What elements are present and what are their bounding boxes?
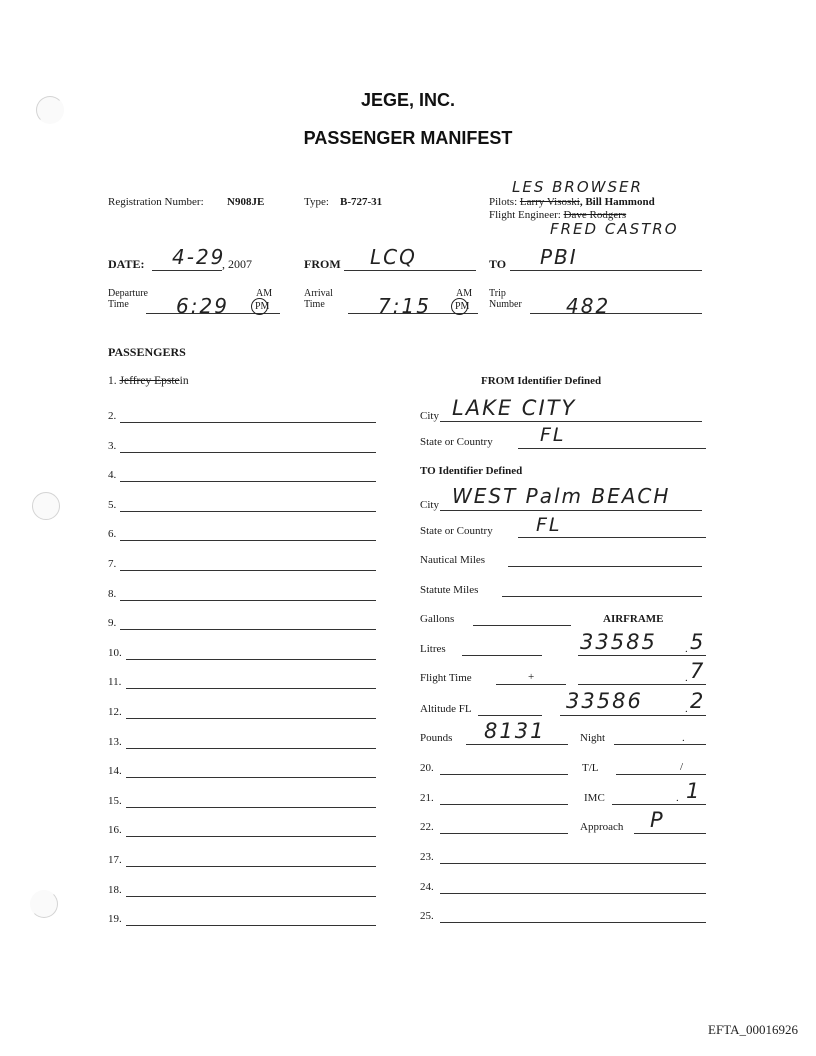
passenger-row-line [126,688,376,689]
approach-line [634,833,706,834]
row-20-number: 20. [420,762,434,774]
imc-dot: . [676,792,679,804]
row-25-line [440,922,706,923]
document-title: PASSENGER MANIFEST [303,128,513,148]
passenger-row-number: 6. [108,528,117,541]
row-25-number: 25. [420,910,434,922]
statute-miles-label: Statute Miles [420,584,479,596]
trip-line [530,313,702,314]
flight-time-line [496,684,566,685]
passenger-row-number: 18. [108,883,122,896]
tl-line [616,774,706,775]
passenger-row-line [126,925,376,926]
date-year: , 2007 [222,257,252,271]
from-city-label: City [420,410,439,422]
to-state-line [518,537,706,538]
litres-handwritten: 33585 [580,630,657,654]
row-24-line [440,893,706,894]
litres-line [462,655,542,656]
airframe-heading: AIRFRAME [603,613,664,625]
passenger-row-line [126,659,376,660]
litres-decimal-handwritten: 5 [690,630,706,654]
trip-label-1: Trip [489,288,506,299]
passenger-row-number: 2. [108,410,117,422]
engineer-handwritten: FRED CASTRO [550,220,679,238]
altitude-line [478,715,542,716]
pilot-handwritten: LES BROWSER [512,178,643,196]
imc-label: IMC [584,792,605,804]
approach-handwritten: P [650,808,665,832]
tl-slash: / [680,761,684,773]
to-state-handwritten: FL [536,514,562,536]
passenger-row-line [126,807,376,808]
arrival-pm-circle [451,298,468,315]
nautical-miles-line [508,566,702,567]
passenger-row-number: 17. [108,854,122,866]
pilot-struck: Larry Visoski [519,196,580,208]
passenger-1-struck: Jeffrey Epste [119,375,180,387]
row-22-line [440,833,568,834]
passenger-row-line [120,452,376,453]
departure-pm-circle [251,298,268,315]
night-line [614,744,706,745]
departure-label-1: Departure [108,288,148,299]
pilot-second: , Bill Hammond [579,196,655,208]
statute-miles-line [502,596,702,597]
engineer-label: Flight Engineer: [489,209,561,221]
to-city-label: City [420,499,439,511]
departure-pm: PM [255,301,270,312]
approach-label: Approach [580,821,624,833]
passenger-row-line [120,481,376,482]
pilots-line [489,196,655,208]
departure-handwritten: 6:29 [176,294,229,318]
passenger-row-number: 11. [108,676,122,689]
row-21-line [440,804,568,805]
altitude-label: Altitude FL [420,703,472,715]
date-line [152,270,222,271]
from-city-line [440,421,702,422]
row-20-line [440,774,568,775]
type-label: Type: [304,196,329,208]
arrival-label-1: Arrival [304,288,333,299]
passenger-row-line [126,718,376,719]
pilots-label: Pilots: [489,196,518,208]
passenger-row-number: 4. [108,469,117,482]
passenger-row-line [120,570,376,571]
passenger-row-line [120,422,376,423]
passenger-row-number: 9. [108,617,117,630]
pounds-label: Pounds [420,732,453,744]
passenger-row-number: 10. [108,646,122,659]
from-identifier-heading: FROM Identifier Defined [481,375,602,387]
gallons-line [473,625,571,626]
from-state-label: State or Country [420,436,493,448]
to-city-line [440,510,702,511]
passenger-row-line [126,896,376,897]
tl-label: T/L [582,762,599,774]
row-22-number: 22. [420,821,434,833]
passenger-row-number: 8. [108,587,117,600]
imc-handwritten: 1 [686,779,702,803]
altitude-handwritten: 33586 [566,689,643,713]
altitude-decimal-point: . [685,703,688,715]
passenger-row-number: 12. [108,706,122,718]
passenger-row-number: 14. [108,765,122,778]
row-23-line [440,863,706,864]
registration-label: Registration Number: [108,196,204,208]
passenger-row-line [120,540,376,541]
arrival-pm: PM [455,301,470,312]
passenger-row-line [120,511,376,512]
passenger-row-line [126,836,376,837]
passenger-row-number: 13. [108,735,122,748]
passenger-1-rest: in [179,375,189,387]
to-handwritten: PBI [540,245,578,269]
from-line [344,270,476,271]
pounds-handwritten: 8131 [484,719,546,743]
to-identifier-heading: TO Identifier Defined [420,465,523,477]
passengers-heading: PASSENGERS [108,345,186,359]
from-label: FROM [304,257,341,271]
flight-time-decimal-point: . [685,672,688,684]
arrival-label [304,288,333,310]
arrival-am: AM [456,288,473,299]
flight-time-decimal-handwritten: 7 [690,659,706,683]
date-label: DATE: [108,257,145,271]
altitude-decimal-handwritten: 2 [690,689,706,713]
to-state-label: State or Country [420,525,493,537]
from-state-handwritten: FL [540,424,566,446]
to-city-handwritten: WEST Palm BEACH [452,484,671,508]
row-23-number: 23. [420,851,434,863]
passenger-row-number: 3. [108,439,117,452]
to-line [510,270,702,271]
arrival-label-2: Time [304,299,325,310]
passenger-row-line [120,600,376,601]
passenger-row-number: 5. [108,498,117,511]
departure-label-2: Time [108,299,129,310]
passenger-row-line [120,629,376,630]
airframe-litres-line [578,655,706,656]
passenger-row-number: 16. [108,824,122,837]
flight-time-plus: + [528,671,535,683]
passenger-1 [108,375,189,387]
trip-label-2: Number [489,299,522,310]
imc-line [612,804,706,805]
passenger-row-line [126,866,376,867]
departure-label [108,288,148,310]
passenger-1-number: 1. [108,375,117,387]
flight-time-label: Flight Time [420,672,472,684]
from-city-handwritten: LAKE CITY [452,396,577,420]
passenger-row-number: 15. [108,794,122,807]
night-dot: . [682,732,685,744]
trip-label [489,288,522,310]
type-value: B-727-31 [340,196,383,208]
gallons-label: Gallons [420,613,455,625]
row-21-number: 21. [420,792,434,804]
engineer-struck: Dave Rodgers [563,209,627,221]
trip-handwritten: 482 [566,294,611,318]
airframe-altitude-line [560,715,706,716]
pounds-line [466,744,568,745]
passenger-row-number: 7. [108,558,117,570]
registration-value: N908JE [227,196,265,208]
night-label: Night [580,732,606,744]
date-handwritten: 4-29 [172,245,226,269]
passenger-row-number: 19. [108,913,122,926]
litres-label: Litres [420,643,446,655]
nautical-miles-label: Nautical Miles [420,554,486,566]
document-id: EFTA_00016926 [708,1022,798,1037]
litres-decimal-point: . [685,643,688,655]
company-name: JEGE, INC. [360,90,456,110]
row-24-number: 24. [420,881,434,893]
passenger-row-line [126,777,376,778]
arrival-handwritten: 7:15 [378,294,431,318]
passenger-row-line [126,748,376,749]
from-state-line [518,448,706,449]
punch-hole [30,890,58,918]
punch-hole [32,492,60,520]
airframe-flight-time-line [578,684,706,685]
from-handwritten: LCQ [370,245,417,269]
departure-am: AM [256,288,273,299]
to-label: TO [489,257,507,271]
